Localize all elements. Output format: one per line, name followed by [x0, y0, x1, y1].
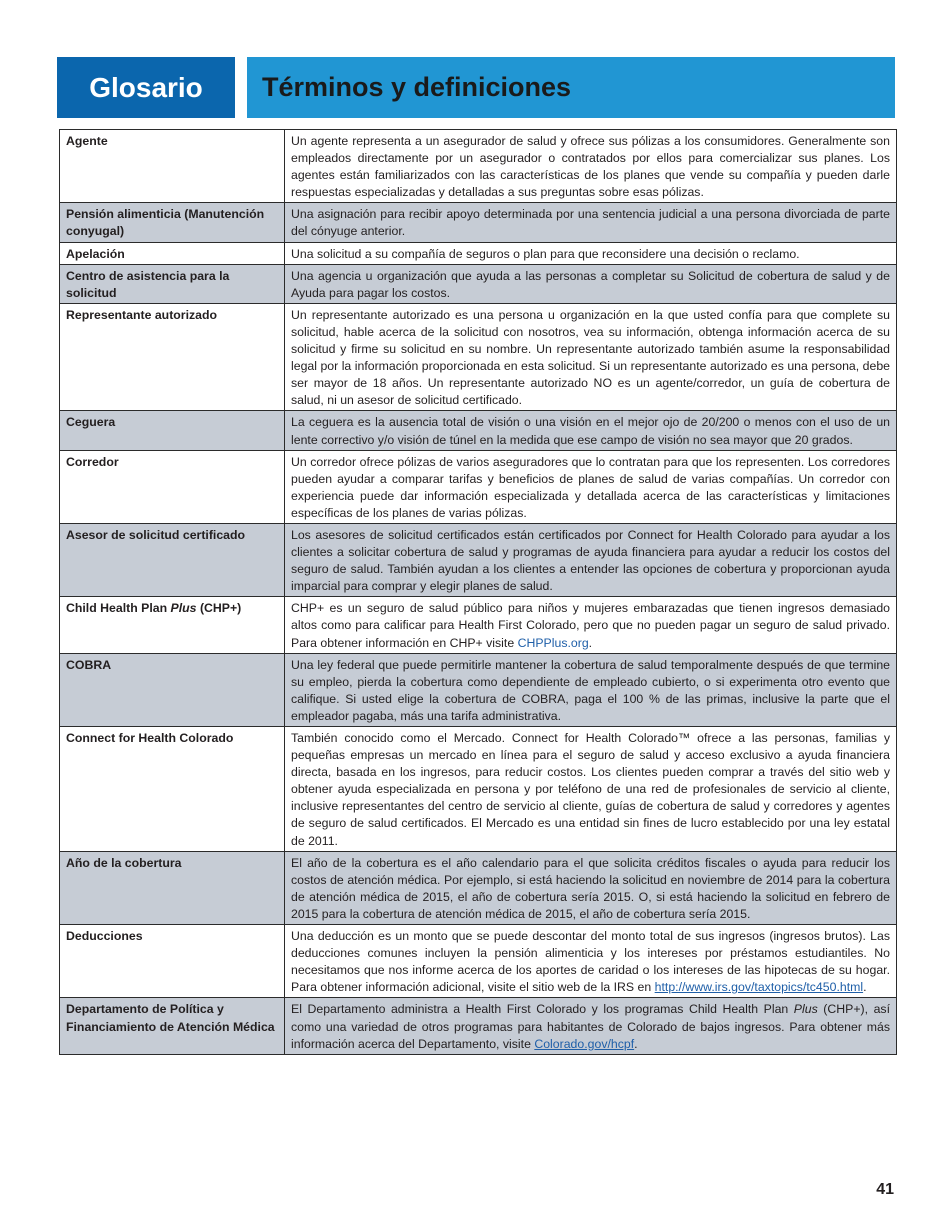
term-emphasis: Plus: [170, 601, 197, 616]
glossary-definition: Una agencia u organización que ayuda a las personas a completar su Solicitud de cobertura de salud y de Ayuda para pagar los costos.: [285, 264, 897, 303]
glossary-term: Apelación: [60, 242, 285, 264]
section-tab: Glosario: [57, 57, 235, 118]
glossary-definition: Un corredor ofrece pólizas de varios aseguradores que lo contratan para que los representen. Los corredores pueden ayudar a comparar tarifas y beneficios de planes de salud de varias compañías. Un corredor con experiencia puede dar información especializada y detallada acerca de las características y limitaciones específicas de los planes de varias pólizas.: [285, 450, 897, 523]
table-row: [60, 523, 897, 596]
glossary-term: Centro de asistencia para la solicitud: [60, 264, 285, 303]
glossary-term: COBRA: [60, 653, 285, 726]
glossary-term: Connect for Health Colorado: [60, 727, 285, 852]
table-row: [60, 130, 897, 203]
definition-text: .: [634, 1036, 638, 1051]
glossary-definition: Una asignación para recibir apoyo determinada por una sentencia judicial a una persona divorciada de parte del cónyuge anterior.: [285, 203, 897, 242]
glossary-definition: Los asesores de solicitud certificados están certificados por Connect for Health Colorado para ayudar a los clientes a solicitar cobertura de salud y programas de ayuda financiera para ayudar a reducir los costos del seguro de salud. También ayudan a los clientes a entender las opciones de cobertura y proporcionan ayuda imparcial para comprar y elegir planes de salud.: [285, 523, 897, 596]
definition-text: El Departamento administra a Health First Colorado y los programas Child Health Plan: [291, 1002, 794, 1017]
glossary-definition: La ceguera es la ausencia total de visión o una visión en el mejor ojo de 20/200 o menos con el uso de un lente correctivo y/o visión de túnel en la medida que ese campo de visión no sea mayor que 20 grados.: [285, 411, 897, 450]
glossary-term: Representante autorizado: [60, 303, 285, 411]
glossary-term: Departamento de Política y Financiamiento de Atención Médica: [60, 998, 285, 1054]
glossary-definition: También conocido como el Mercado. Connect for Health Colorado™ ofrece a las personas, familias y pequeñas empresas un mercado en línea para el seguro de salud y acceso exclusivo a ayuda financiera directa, basada en los ingresos, para reducir costos. Los clientes pueden comprar a través del sitio web y obtener ayuda especializada en persona y por teléfono de una red de profesionales de servicio al cliente, inclusive representantes del centro de servicio al cliente, guías de cobertura de salud y corredores y agentes de seguro de salud certificados. El Mercado es una entidad sin fines de lucro establecido por una ley estatal de 2011.: [285, 727, 897, 852]
page-header: [57, 57, 895, 118]
page-title: Términos y definiciones: [247, 57, 895, 118]
table-row: [60, 851, 897, 924]
glossary-term: Pensión alimenticia (Manutención conyugal): [60, 203, 285, 242]
glossary-table: [59, 129, 897, 1055]
glossary-definition: El año de la cobertura es el año calendario para el que solicita créditos fiscales o ayuda para reducir los costos de atención médica. Por ejemplo, si está haciendo la solicitud en noviembre de 2014 para la cobertura de atención médica de 2015, el año de cobertura sería 2015. O, si está haciendo la solicitud en febrero de 2015 para la cobertura de atención médica de 2015, el año de cobertura sería 2015.: [285, 851, 897, 924]
definition-text: .: [863, 980, 867, 995]
glossary-definition: Un representante autorizado es una persona u organización en la que usted confía para que complete su solicitud, hable acerca de la solicitud con nosotros, vea su información, obtenga información acerca de su solicitud y firme su solicitud en su nombre. Un representante autorizado también asume la responsabilidad legal por la información proporcionada en esta solicitud. Si un representante autorizado es una persona, debe ser mayor de 18 años. Un representante autorizado NO es un agente/corredor, un guía de cobertura de salud, ni un asesor de solicitud certificado.: [285, 303, 897, 411]
definition-text: Una deducción es un monto que se puede descontar del monto total de sus ingresos (ingresos brutos). Las deducciones comunes incluyen la pensión alimenticia y los intereses por préstamos estudiantiles. No necesitamos que nos informe acerca de los aportes de caridad o los intereses de las hipotecas de su hogar. Para obtener información adicional, visite el sitio web de la IRS en: [291, 929, 890, 995]
table-row: [60, 727, 897, 852]
glossary-term: Ceguera: [60, 411, 285, 450]
page-number: 41: [876, 1181, 894, 1198]
term-text: (CHP+): [196, 601, 242, 616]
table-row: [60, 303, 897, 411]
glossary-definition: Un agente representa a un asegurador de salud y ofrece sus pólizas a los consumidores. Generalmente son empleados directamente por un asegurador o contratados por ellos para comercializar sus planes. Los agentes están familiarizados con las características de los planes que vende su compañía y pueden darle respuestas especializadas y detalladas a sus preguntas sobre esas pólizas.: [285, 130, 897, 203]
table-row: [60, 242, 897, 264]
definition-text: CHP+ es un seguro de salud público para niños y mujeres embarazadas que tienen ingresos demasiado altos como para calificar para Health First Colorado, pero que no pueden pagar un seguro de salud privado. Para obtener información en CHP+ visite: [291, 601, 890, 650]
glossary-term: Deducciones: [60, 925, 285, 998]
definition-emphasis: Plus: [793, 1002, 818, 1017]
glossary-term: [60, 597, 285, 653]
definition-text: (CHP+), así como una variedad de otros programas para habitantes de Colorado de bajos ingresos. Para obtener más información acerca del Departamento, visite: [291, 1002, 890, 1051]
table-row: [60, 597, 897, 653]
hcpf-link[interactable]: Colorado.gov/hcpf: [534, 1036, 635, 1051]
glossary-term: Corredor: [60, 450, 285, 523]
irs-link[interactable]: http://www.irs.gov/taxtopics/tc450.html: [654, 980, 864, 995]
glossary-definition: [285, 925, 897, 998]
table-row: [60, 264, 897, 303]
glossary-definition: Una ley federal que puede permitirle mantener la cobertura de salud temporalmente después de que termine su empleo, pierda la cobertura como dependiente de empleado cubierto, o si experimenta otro evento que califique. Si usted elige la cobertura de COBRA, paga el 100 % de las primas, inclusive la parte que el empleador pagaba, más una tarifa administrativa.: [285, 653, 897, 726]
glossary-definition: [285, 597, 897, 653]
table-row: [60, 925, 897, 998]
term-text: Child Health Plan: [66, 601, 171, 616]
glossary-definition: Una solicitud a su compañía de seguros o plan para que reconsidere una decisión o reclamo.: [285, 242, 897, 264]
glossary-term: Agente: [60, 130, 285, 203]
table-row: [60, 653, 897, 726]
table-row: [60, 450, 897, 523]
chpplus-link[interactable]: CHPPlus.org: [517, 635, 589, 650]
glossary-term: Asesor de solicitud certificado: [60, 523, 285, 596]
definition-text: .: [588, 635, 593, 650]
table-row: [60, 411, 897, 450]
table-row: [60, 203, 897, 242]
glossary-term: Año de la cobertura: [60, 851, 285, 924]
table-row: [60, 998, 897, 1054]
glossary-definition: [285, 998, 897, 1054]
